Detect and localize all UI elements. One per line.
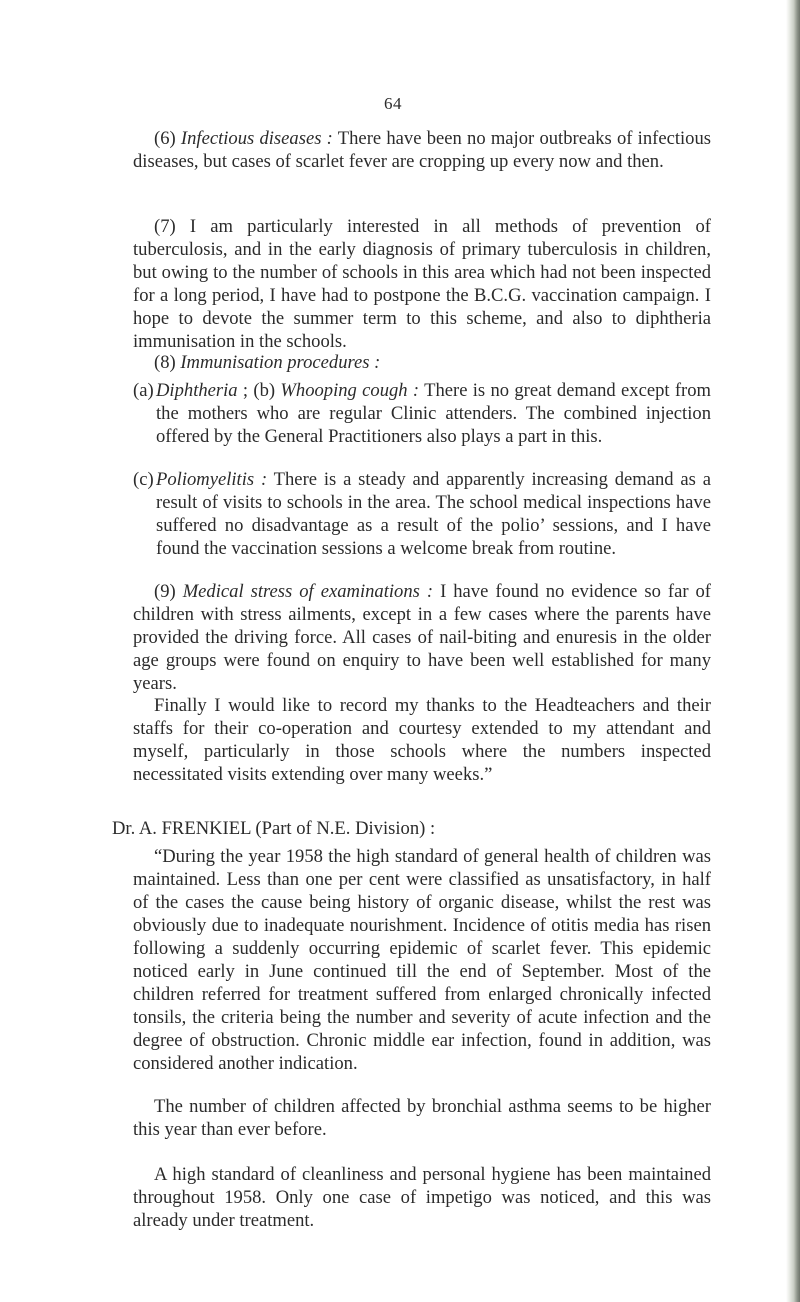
page-number: 64 xyxy=(384,94,402,113)
paragraph-frenkiel-cleanliness xyxy=(133,1163,711,1232)
paragraph-text: A high standard of cleanliness and personal hygiene has been maintained throughout 1958. Only one case of impetigo was noticed, and this was already under treatment. xyxy=(133,1164,711,1231)
subitem-diphtheria-whooping-cough xyxy=(133,379,711,448)
paragraph-infectious-diseases xyxy=(133,127,711,173)
paragraph-number: (9) xyxy=(154,581,176,602)
subitem-marker-b: (b) xyxy=(253,380,276,401)
subitem-text: There is a steady and apparently increasing demand as a result of visits to schools in the area. The school medical inspections have suffered no disadvantage as a result of the polio’ sessions, and I have found the vaccination sessions a welcome break from routine. xyxy=(156,469,712,559)
paragraph-tuberculosis xyxy=(133,215,711,353)
paragraph-text: (7) I am particularly interested in all methods of prevention of tuberculosis, and in the early diagnosis of primary tuberculosis in children, but owing to the number of schools in this area which had not been inspected for a long period, I have had to postpone the B.C.G. vaccination campaign. I hope to devote the summer term to this scheme, and also to diphtheria immunisation in the schools. xyxy=(133,216,711,352)
paragraph-title: Medical stress of examinations : xyxy=(182,581,434,602)
paragraph-number: (6) xyxy=(154,128,176,149)
paragraph-text: I have found no evidence so far of children with stress ailments, except in a few cases where the parents have provided the driving force. All cases of nail-biting and enuresis in the older age groups were found on enquiry to have been well established for many years. xyxy=(133,581,711,694)
paragraph-number: (8) xyxy=(154,352,176,373)
paragraph-thanks xyxy=(133,694,711,786)
paragraph-frenkiel-asthma xyxy=(133,1095,711,1141)
subitem-marker: (a) xyxy=(133,380,154,401)
report-heading-frenkiel xyxy=(112,817,712,840)
subitem-separator: ; xyxy=(237,380,254,401)
subitem-title: Poliomyelitis : xyxy=(156,469,268,490)
paragraph-text: The number of children affected by bronchial asthma seems to be higher this year than ever before. xyxy=(133,1096,711,1140)
paragraph-title: Infectious diseases : xyxy=(180,128,333,149)
paragraph-text: “During the year 1958 the high standard of general health of children was maintained. Less than one per cent were classified as unsatisfactory, in half of the cases the cause being history of organic disease, whilst the rest was obviously due to inadequate nourishment. Incidence of otitis media has risen following a suddenly occurring epidemic of scarlet fever. This epidemic noticed early in June continued till the end of September. Most of the children referred for treatment suffered from enlarged chronically infected tonsils, the criteria being the number and severity of acute infection and the degree of obstruction. Chronic middle ear infection, found in addition, was considered another indication. xyxy=(133,846,711,1074)
paragraph-medical-stress xyxy=(133,580,711,695)
subitem-title-b: Whooping cough : xyxy=(280,380,420,401)
paragraph-immunisation-heading xyxy=(154,351,711,374)
paragraph-frenkiel-general-health xyxy=(133,845,711,1075)
paragraph-text: Finally I would like to record my thanks to the Headteachers and their staffs for their co-operation and courtesy extended to my attendant and myself, particularly in those schools where the numbers inspected necessitated visits extending over many weeks.” xyxy=(133,695,711,785)
subitem-marker: (c) xyxy=(133,469,154,490)
paragraph-title: Immunisation procedures : xyxy=(180,352,381,373)
book-spine-edge xyxy=(786,0,800,1302)
subitem-title: Diphtheria xyxy=(156,380,238,401)
subitem-text: There is no great demand except from the mothers who are regular Clinic attenders. The combined injection offered by the General Practitioners also plays a part in this. xyxy=(156,380,711,447)
report-heading-text: Dr. A. FRENKIEL (Part of N.E. Division) : xyxy=(112,818,436,839)
paragraph-text: There have been no major outbreaks of infectious diseases, but cases of scarlet fever are cropping up every now and then. xyxy=(133,128,711,172)
subitem-poliomyelitis xyxy=(133,468,712,560)
